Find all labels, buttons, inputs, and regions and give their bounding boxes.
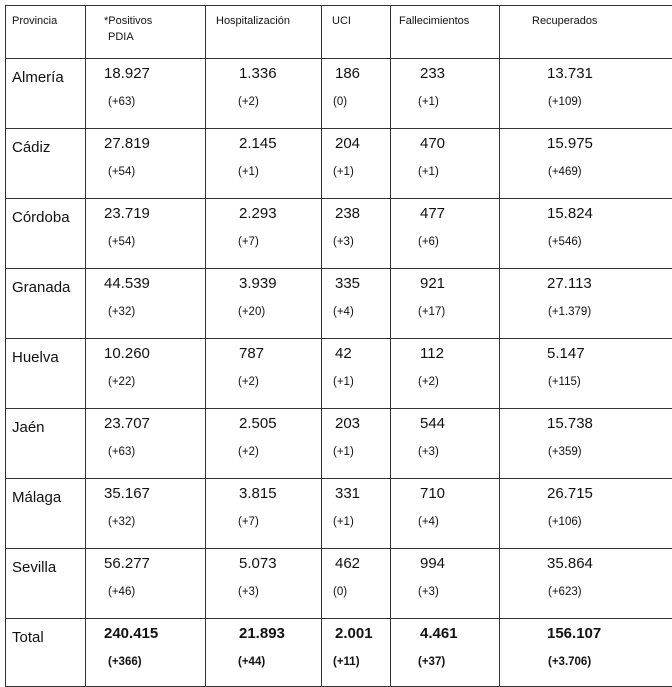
hospitalizacion-value: 787 [206, 339, 321, 363]
uci-value: 462 [322, 549, 390, 573]
fallecimientos-value: 921 [391, 269, 499, 293]
table-row [6, 269, 672, 339]
fallecimientos-value: 470 [391, 129, 499, 153]
recuperados-value: 15.824 [500, 199, 672, 223]
cell-recuperados [500, 479, 672, 549]
recuperados-value: 5.147 [500, 339, 672, 363]
cell-recuperados [500, 409, 672, 479]
fallecimientos-value: 994 [391, 549, 499, 573]
recuperados-delta: (+109) [500, 83, 672, 109]
cell-recuperados [500, 269, 672, 339]
recuperados-value: 35.864 [500, 549, 672, 573]
table-row [6, 129, 672, 199]
cell-provincia: Huelva [6, 339, 86, 409]
cell-hospitalizacion [206, 619, 322, 687]
cell-recuperados [500, 129, 672, 199]
uci-delta: (+1) [322, 363, 390, 389]
cell-provincia: Jaén [6, 409, 86, 479]
cell-provincia: Córdoba [6, 199, 86, 269]
header-uci: UCI [322, 6, 391, 59]
uci-delta: (+4) [322, 293, 390, 319]
hospitalizacion-delta: (+2) [206, 433, 321, 459]
recuperados-value: 15.738 [500, 409, 672, 433]
cell-hospitalizacion [206, 129, 322, 199]
cell-positivos [86, 339, 206, 409]
fallecimientos-delta: (+3) [391, 433, 499, 459]
positivos-value: 27.819 [86, 129, 205, 153]
cell-hospitalizacion [206, 479, 322, 549]
cell-fallecimientos [391, 409, 500, 479]
uci-delta: (+11) [322, 643, 390, 669]
hospitalizacion-delta: (+7) [206, 503, 321, 529]
positivos-delta: (+54) [86, 223, 205, 249]
cell-fallecimientos [391, 129, 500, 199]
table-row [6, 199, 672, 269]
positivos-delta: (+63) [86, 433, 205, 459]
positivos-delta: (+63) [86, 83, 205, 109]
recuperados-value: 156.107 [500, 619, 672, 643]
cell-fallecimientos [391, 199, 500, 269]
hospitalizacion-value: 2.293 [206, 199, 321, 223]
cell-recuperados [500, 339, 672, 409]
header-hospitalizacion: Hospitalización [206, 6, 322, 59]
positivos-delta: (+46) [86, 573, 205, 599]
cell-provincia: Cádiz [6, 129, 86, 199]
hospitalizacion-delta: (+20) [206, 293, 321, 319]
recuperados-delta: (+106) [500, 503, 672, 529]
fallecimientos-delta: (+37) [391, 643, 499, 669]
recuperados-delta: (+3.706) [500, 643, 672, 669]
cell-recuperados [500, 59, 672, 129]
cell-recuperados [500, 619, 672, 687]
uci-value: 186 [322, 59, 390, 83]
uci-delta: (+1) [322, 153, 390, 179]
header-positivos-line1: *Positivos [104, 15, 152, 27]
total-row [6, 619, 672, 687]
cell-provincia: Almería [6, 59, 86, 129]
cell-recuperados [500, 199, 672, 269]
positivos-value: 23.707 [86, 409, 205, 433]
table-row [6, 479, 672, 549]
header-positivos [86, 6, 206, 59]
uci-delta: (+3) [322, 223, 390, 249]
cell-hospitalizacion [206, 339, 322, 409]
positivos-value: 10.260 [86, 339, 205, 363]
cell-hospitalizacion [206, 549, 322, 619]
cell-recuperados [500, 549, 672, 619]
fallecimientos-value: 4.461 [391, 619, 499, 643]
uci-value: 204 [322, 129, 390, 153]
cell-provincia: Granada [6, 269, 86, 339]
cell-positivos [86, 479, 206, 549]
recuperados-delta: (+623) [500, 573, 672, 599]
positivos-value: 35.167 [86, 479, 205, 503]
positivos-value: 23.719 [86, 199, 205, 223]
recuperados-value: 13.731 [500, 59, 672, 83]
hospitalizacion-value: 21.893 [206, 619, 321, 643]
fallecimientos-delta: (+1) [391, 83, 499, 109]
header-recuperados: Recuperados [500, 6, 672, 59]
uci-value: 335 [322, 269, 390, 293]
recuperados-delta: (+546) [500, 223, 672, 249]
fallecimientos-value: 477 [391, 199, 499, 223]
fallecimientos-delta: (+3) [391, 573, 499, 599]
fallecimientos-delta: (+6) [391, 223, 499, 249]
positivos-delta: (+22) [86, 363, 205, 389]
recuperados-delta: (+469) [500, 153, 672, 179]
positivos-delta: (+32) [86, 293, 205, 319]
cell-provincia: Sevilla [6, 549, 86, 619]
cell-uci [322, 269, 391, 339]
hospitalizacion-delta: (+44) [206, 643, 321, 669]
positivos-value: 18.927 [86, 59, 205, 83]
hospitalizacion-value: 2.505 [206, 409, 321, 433]
cell-uci [322, 129, 391, 199]
fallecimientos-value: 112 [391, 339, 499, 363]
uci-value: 331 [322, 479, 390, 503]
cell-fallecimientos [391, 479, 500, 549]
header-fallecimientos: Fallecimientos [391, 6, 500, 59]
fallecimientos-value: 544 [391, 409, 499, 433]
cell-positivos [86, 129, 206, 199]
recuperados-delta: (+1.379) [500, 293, 672, 319]
fallecimientos-delta: (+4) [391, 503, 499, 529]
cell-uci [322, 619, 391, 687]
recuperados-delta: (+359) [500, 433, 672, 459]
positivos-value: 44.539 [86, 269, 205, 293]
table-row [6, 549, 672, 619]
recuperados-value: 26.715 [500, 479, 672, 503]
cell-positivos [86, 549, 206, 619]
fallecimientos-delta: (+2) [391, 363, 499, 389]
cell-positivos [86, 619, 206, 687]
cell-hospitalizacion [206, 59, 322, 129]
hospitalizacion-delta: (+7) [206, 223, 321, 249]
uci-delta: (+1) [322, 433, 390, 459]
positivos-delta: (+54) [86, 153, 205, 179]
cell-uci [322, 409, 391, 479]
cell-hospitalizacion [206, 199, 322, 269]
hospitalizacion-value: 3.815 [206, 479, 321, 503]
positivos-delta: (+32) [86, 503, 205, 529]
hospitalizacion-delta: (+2) [206, 83, 321, 109]
cell-fallecimientos [391, 549, 500, 619]
cell-positivos [86, 199, 206, 269]
hospitalizacion-delta: (+1) [206, 153, 321, 179]
positivos-value: 56.277 [86, 549, 205, 573]
hospitalizacion-value: 1.336 [206, 59, 321, 83]
fallecimientos-delta: (+1) [391, 153, 499, 179]
cell-uci [322, 199, 391, 269]
covid-data-table [5, 5, 672, 687]
cell-fallecimientos [391, 339, 500, 409]
cell-provincia: Málaga [6, 479, 86, 549]
header-provincia: Provincia [6, 6, 86, 59]
hospitalizacion-value: 2.145 [206, 129, 321, 153]
uci-delta: (0) [322, 83, 390, 109]
cell-provincia: Total [6, 619, 86, 687]
table-row [6, 59, 672, 129]
cell-fallecimientos [391, 59, 500, 129]
cell-hospitalizacion [206, 409, 322, 479]
header-positivos-line2: PDIA [104, 31, 134, 43]
cell-hospitalizacion [206, 269, 322, 339]
recuperados-value: 15.975 [500, 129, 672, 153]
cell-positivos [86, 59, 206, 129]
uci-value: 203 [322, 409, 390, 433]
fallecimientos-delta: (+17) [391, 293, 499, 319]
table-header-row [6, 6, 672, 59]
cell-positivos [86, 409, 206, 479]
hospitalizacion-delta: (+2) [206, 363, 321, 389]
recuperados-value: 27.113 [500, 269, 672, 293]
uci-delta: (+1) [322, 503, 390, 529]
cell-uci [322, 339, 391, 409]
positivos-delta: (+366) [86, 643, 205, 669]
uci-value: 42 [322, 339, 390, 363]
positivos-value: 240.415 [86, 619, 205, 643]
cell-uci [322, 549, 391, 619]
cell-fallecimientos [391, 269, 500, 339]
fallecimientos-value: 233 [391, 59, 499, 83]
uci-value: 238 [322, 199, 390, 223]
hospitalizacion-delta: (+3) [206, 573, 321, 599]
cell-uci [322, 479, 391, 549]
cell-fallecimientos [391, 619, 500, 687]
hospitalizacion-value: 3.939 [206, 269, 321, 293]
hospitalizacion-value: 5.073 [206, 549, 321, 573]
cell-positivos [86, 269, 206, 339]
fallecimientos-value: 710 [391, 479, 499, 503]
uci-delta: (0) [322, 573, 390, 599]
table-row [6, 409, 672, 479]
uci-value: 2.001 [322, 619, 390, 643]
recuperados-delta: (+115) [500, 363, 672, 389]
cell-uci [322, 59, 391, 129]
table-row [6, 339, 672, 409]
